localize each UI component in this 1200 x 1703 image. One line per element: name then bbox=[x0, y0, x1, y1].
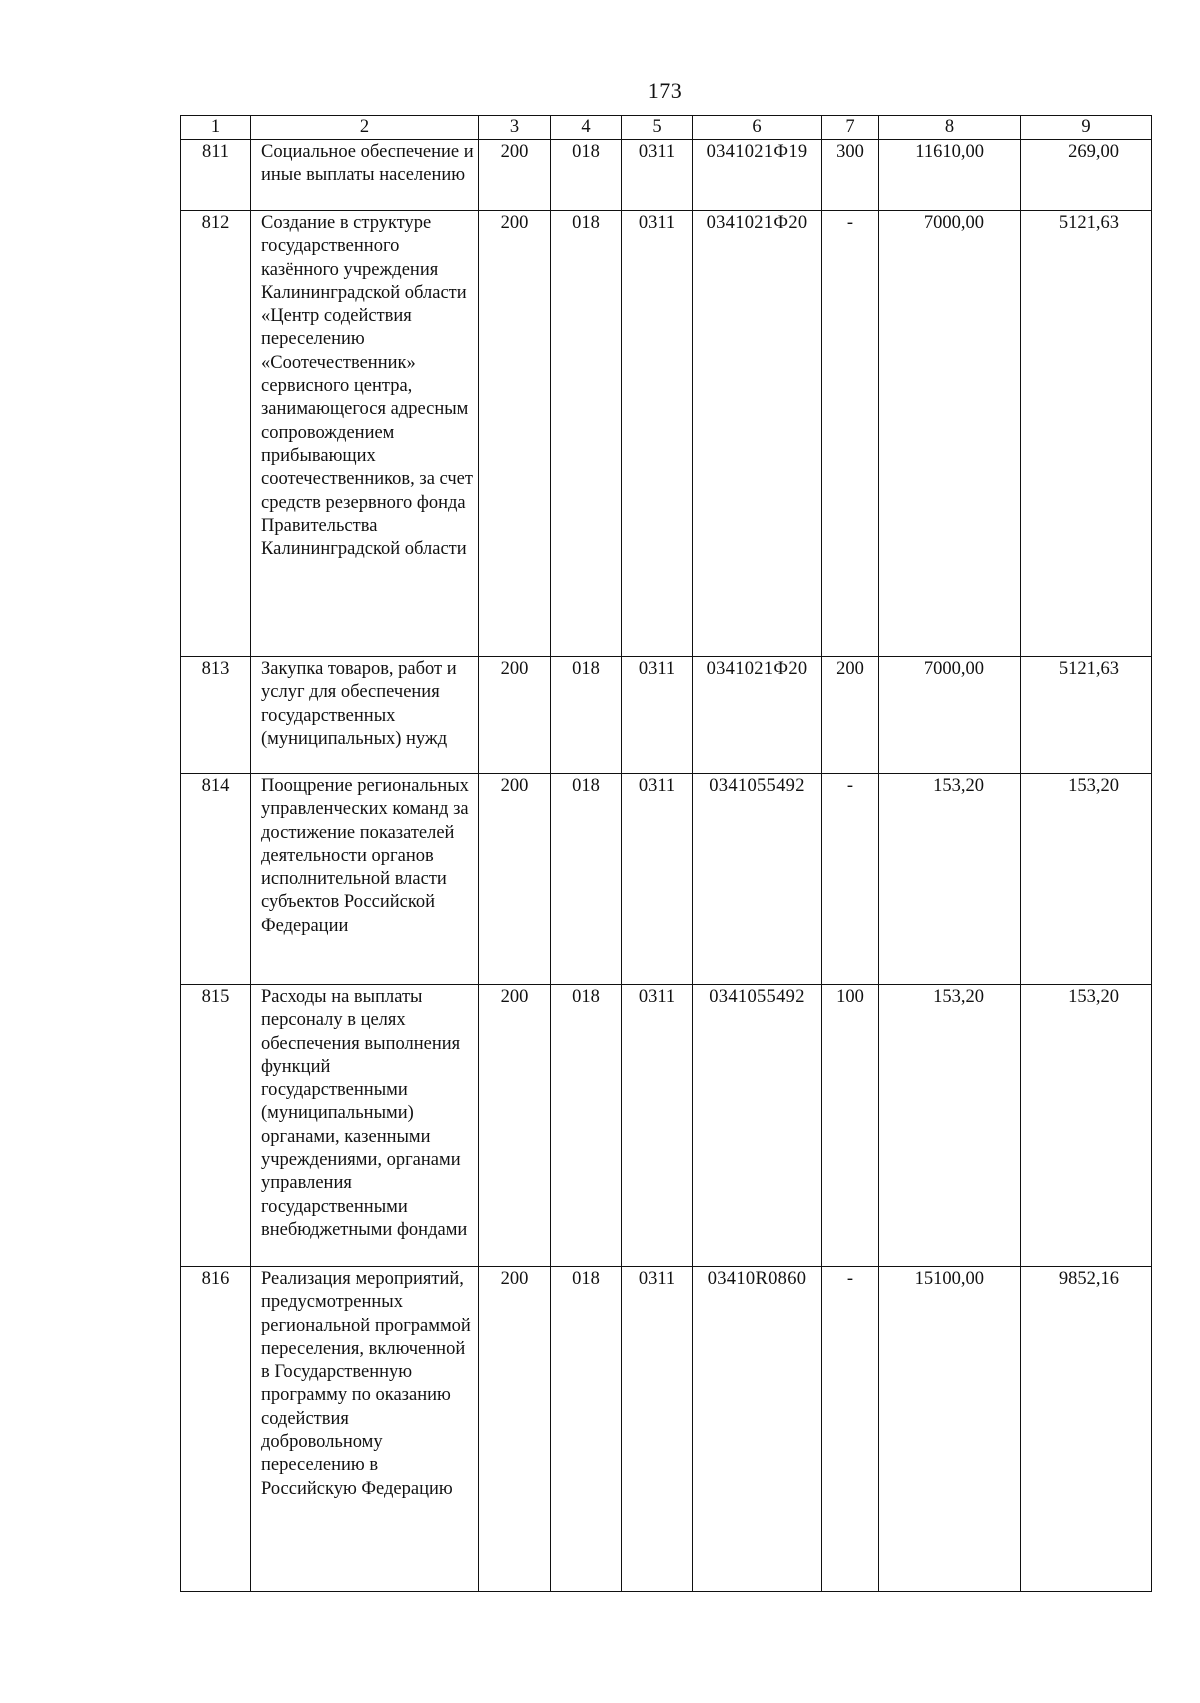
row-description: Социальное обеспечение и иные выплаты населению bbox=[251, 140, 479, 211]
header-cell-7: 7 bbox=[822, 116, 879, 140]
row-col7: 200 bbox=[822, 657, 879, 774]
row-col6-code: 0341021Ф20 bbox=[693, 657, 822, 774]
row-col5: 0311 bbox=[622, 140, 693, 211]
row-col4: 018 bbox=[551, 657, 622, 774]
row-col6-code: 0341021Ф20 bbox=[693, 211, 822, 657]
row-col6-code: 0341021Ф19 bbox=[693, 140, 822, 211]
row-number: 811 bbox=[181, 140, 251, 211]
table-row bbox=[181, 140, 1152, 211]
table-row bbox=[181, 211, 1152, 657]
table-row bbox=[181, 1267, 1152, 1592]
row-col3: 200 bbox=[479, 1267, 551, 1592]
header-cell-5: 5 bbox=[622, 116, 693, 140]
row-col5: 0311 bbox=[622, 1267, 693, 1592]
table-row bbox=[181, 657, 1152, 774]
table-row bbox=[181, 774, 1152, 985]
row-col3: 200 bbox=[479, 140, 551, 211]
row-col4: 018 bbox=[551, 140, 622, 211]
row-col7: - bbox=[822, 774, 879, 985]
row-col3: 200 bbox=[479, 657, 551, 774]
row-col4: 018 bbox=[551, 774, 622, 985]
row-col7: 100 bbox=[822, 985, 879, 1267]
row-col3: 200 bbox=[479, 985, 551, 1267]
row-number: 815 bbox=[181, 985, 251, 1267]
row-col3: 200 bbox=[479, 211, 551, 657]
row-number: 814 bbox=[181, 774, 251, 985]
page-number: 173 bbox=[647, 78, 683, 103]
row-col9-amount: 269,00 bbox=[1021, 140, 1152, 211]
row-col8-amount: 153,20 bbox=[879, 774, 1021, 985]
row-col8-amount: 15100,00 bbox=[879, 1267, 1021, 1592]
row-description: Создание в структуре государственного казённого учреждения Калининградской области «Центр содействия переселению «Соотечественник» сервисного центра, занимающегося адресным сопровождением прибывающих соотечественников, за счет средств резервного фонда Правительства Калининградской области bbox=[251, 211, 479, 657]
row-col8-amount: 7000,00 bbox=[879, 211, 1021, 657]
row-col8-amount: 153,20 bbox=[879, 985, 1021, 1267]
row-col9-amount: 9852,16 bbox=[1021, 1267, 1152, 1592]
header-row bbox=[181, 116, 1152, 140]
row-number: 816 bbox=[181, 1267, 251, 1592]
row-col9-amount: 153,20 bbox=[1021, 985, 1152, 1267]
row-description: Закупка товаров, работ и услуг для обеспечения государственных (муниципальных) нужд bbox=[251, 657, 479, 774]
row-col6-code: 0341055492 bbox=[693, 985, 822, 1267]
header-cell-3: 3 bbox=[479, 116, 551, 140]
row-col5: 0311 bbox=[622, 211, 693, 657]
header-cell-9: 9 bbox=[1021, 116, 1152, 140]
header-cell-4: 4 bbox=[551, 116, 622, 140]
row-col6-code: 0341055492 bbox=[693, 774, 822, 985]
row-col4: 018 bbox=[551, 1267, 622, 1592]
row-col5: 0311 bbox=[622, 657, 693, 774]
row-col7: - bbox=[822, 1267, 879, 1592]
row-col5: 0311 bbox=[622, 985, 693, 1267]
header-cell-2: 2 bbox=[251, 116, 479, 140]
row-col4: 018 bbox=[551, 211, 622, 657]
row-col6-code: 03410R0860 bbox=[693, 1267, 822, 1592]
row-col5: 0311 bbox=[622, 774, 693, 985]
table-row bbox=[181, 985, 1152, 1267]
row-description: Расходы на выплаты персоналу в целях обеспечения выполнения функций государственными (муниципальными) органами, казенными учреждениями, органами управления государственными внебюджетными фондами bbox=[251, 985, 479, 1267]
header-cell-1: 1 bbox=[181, 116, 251, 140]
row-col7: 300 bbox=[822, 140, 879, 211]
row-col9-amount: 5121,63 bbox=[1021, 211, 1152, 657]
row-number: 812 bbox=[181, 211, 251, 657]
row-col8-amount: 11610,00 bbox=[879, 140, 1021, 211]
header-cell-6: 6 bbox=[693, 116, 822, 140]
row-col9-amount: 5121,63 bbox=[1021, 657, 1152, 774]
budget-table bbox=[180, 115, 1152, 1592]
row-col8-amount: 7000,00 bbox=[879, 657, 1021, 774]
row-col3: 200 bbox=[479, 774, 551, 985]
row-col4: 018 bbox=[551, 985, 622, 1267]
row-number: 813 bbox=[181, 657, 251, 774]
header-cell-8: 8 bbox=[879, 116, 1021, 140]
row-col7: - bbox=[822, 211, 879, 657]
row-description: Реализация мероприятий, предусмотренных региональной программой переселения, включенной в Государственную программу по оказанию содействия добровольному переселению в Российскую Федерацию bbox=[251, 1267, 479, 1592]
row-col9-amount: 153,20 bbox=[1021, 774, 1152, 985]
row-description: Поощрение региональных управленческих команд за достижение показателей деятельности органов исполнительной власти субъектов Российской Федерации bbox=[251, 774, 479, 985]
